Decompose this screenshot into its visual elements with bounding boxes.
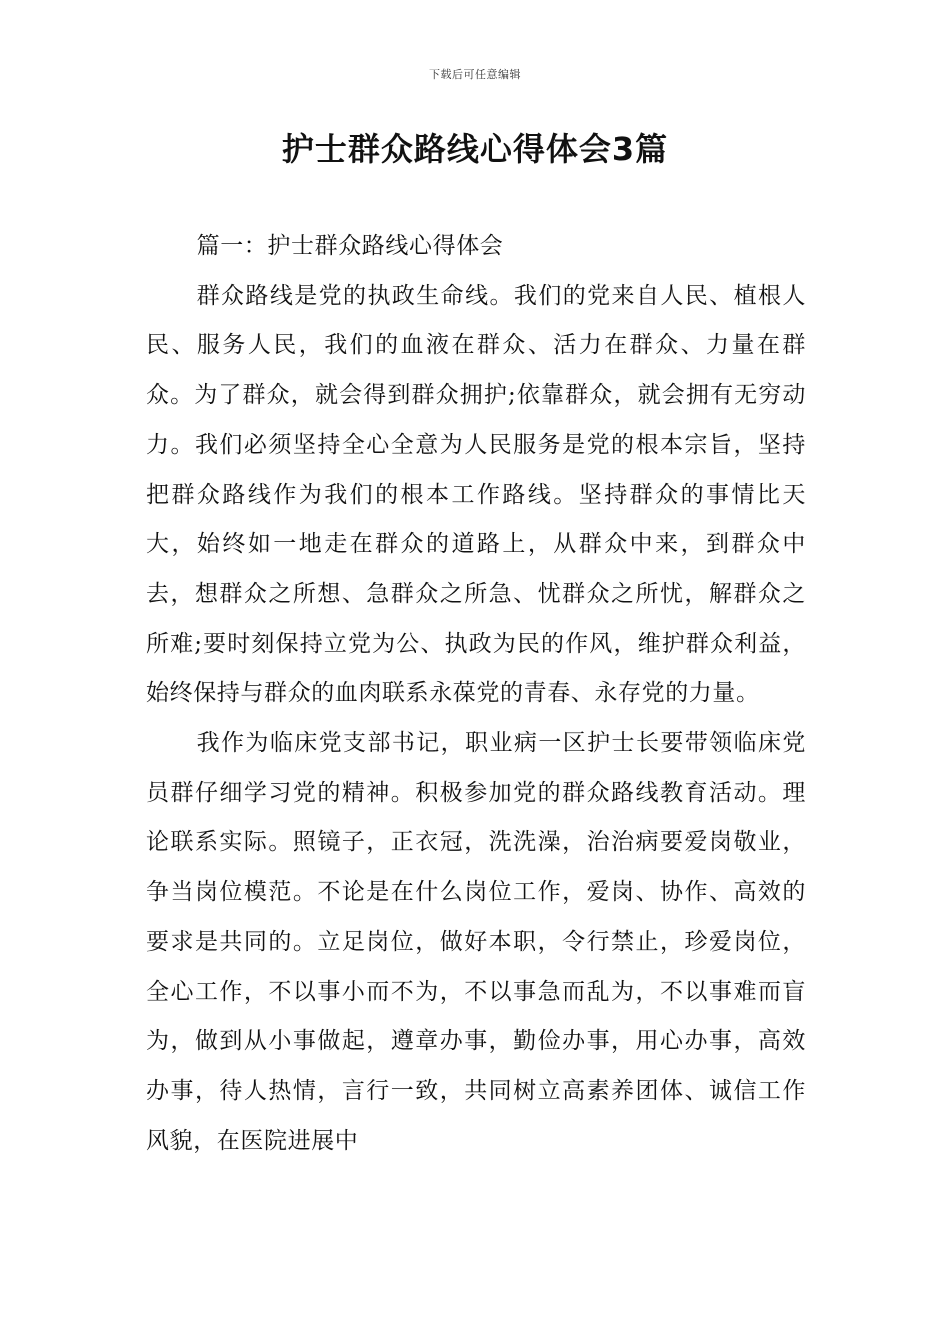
header-note: 下载后可任意编辑: [429, 68, 521, 81]
body-paragraph-2: 我作为临床党支部书记，职业病一区护士长要带领临床党员群仔细学习党的精神。积极参加党的群众路线教育活动。理论联系实际。照镜子，正衣冠，洗洗澡，治治病要爱岗敬业，争当岗位模范。不论是在什么岗位工作，爱岗、协作、高效的要求是共同的。立足岗位，做好本职，令行禁止，珍爱岗位，全心工作，不以事小而不为，不以事急而乱为，不以事难而盲为，做到从小事做起，遵章办事，勤俭办事，用心办事，高效办事，待人热情，言行一致，共同树立高素养团体、诚信工作风貌，在医院进展中: [146, 730, 806, 1154]
document-body: [146, 222, 806, 1166]
body-paragraph-1: 群众路线是党的执政生命线。我们的党来自人民、植根人民、服务人民，我们的血液在群众、活力在群众、力量在群众。为了群众，就会得到群众拥护;依靠群众，就会拥有无穷动力。我们必须坚持全心全意为人民服务是党的根本宗旨，坚持把群众路线作为我们的根本工作路线。坚持群众的事情比天大，始终如一地走在群众的道路上，从群众中来，到群众中去，想群众之所想、急群众之所急、忧群众之所忧，解群众之所难;要时刻保持立党为公、执政为民的作风，维护群众利益，始终保持与群众的血肉联系永葆党的青春、永存党的力量。: [146, 282, 806, 707]
section-heading: 篇一：护士群众路线心得体会: [196, 233, 504, 259]
document-title: 护士群众路线心得体会3篇: [281, 130, 669, 168]
